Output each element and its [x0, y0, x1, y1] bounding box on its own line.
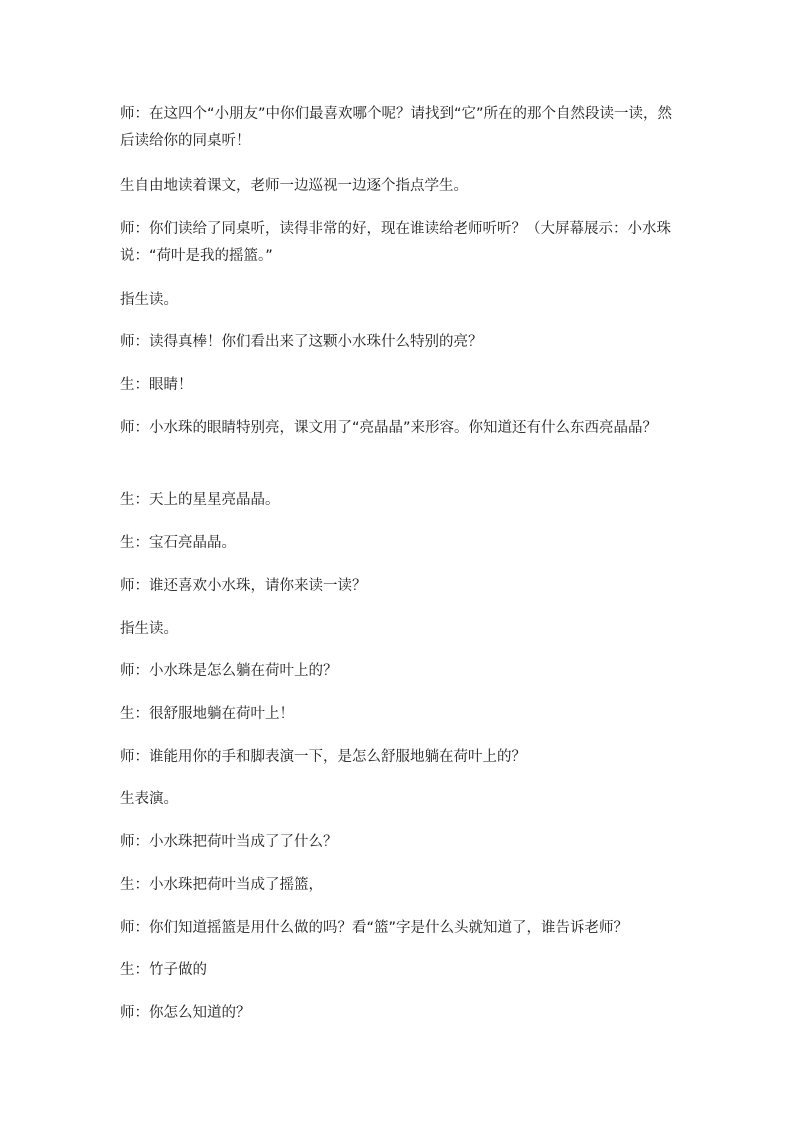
paragraph-15: 生表演。	[120, 791, 178, 807]
paragraph-7: 师：小水珠的眼睛特别亮，课文用了“亮晶晶”来形容。你知道还有什么东西亮晶晶？	[120, 420, 658, 436]
paragraph-3: 师：你们读给了同桌听，读得非常的好，现在谁读给老师听听？（大屏幕展示：小水珠说：“荷叶是我的摇篮。”	[120, 221, 671, 264]
paragraph-14: 师：谁能用你的手和脚表演一下，是怎么舒服地躺在荷叶上的？	[120, 749, 526, 765]
paragraph-17: 生：小水珠把荷叶当成了摇篮，	[120, 877, 323, 893]
paragraph-16: 师：小水珠把荷叶当成了了什么？	[120, 834, 338, 850]
paragraph-18: 师：你们知道摇篮是用什么做的吗？看“篮”字是什么头就知道了，谁告诉老师？	[120, 920, 629, 936]
paragraph-2: 生自由地读着课文，老师一边巡视一边逐个指点学生。	[120, 178, 468, 194]
paragraph-12: 师：小水珠是怎么躺在荷叶上的？	[120, 663, 338, 679]
paragraph-10: 师：谁还喜欢小水珠，请你来读一读？	[120, 578, 367, 594]
paragraph-8: 生：天上的星星亮晶晶。	[120, 492, 280, 508]
paragraph-1: 师：在这四个“小朋友”中你们最喜欢哪个呢？请找到“它”所在的那个自然段读一读，然后读给你的同桌听！	[120, 106, 673, 149]
paragraph-20: 师：你怎么知道的？	[120, 1005, 251, 1021]
paragraph-4: 指生读。	[120, 292, 178, 308]
paragraph-5: 师：读得真棒！你们看出来了这颗小水珠什么特别的亮？	[120, 334, 483, 350]
paragraph-11: 指生读。	[120, 621, 178, 637]
paragraph-19: 生：竹子做的	[120, 962, 207, 978]
paragraph-13: 生：很舒服地躺在荷叶上！	[120, 706, 294, 722]
paragraph-6: 生：眼睛！	[120, 377, 193, 393]
paragraph-9: 生：宝石亮晶晶。	[120, 535, 236, 551]
